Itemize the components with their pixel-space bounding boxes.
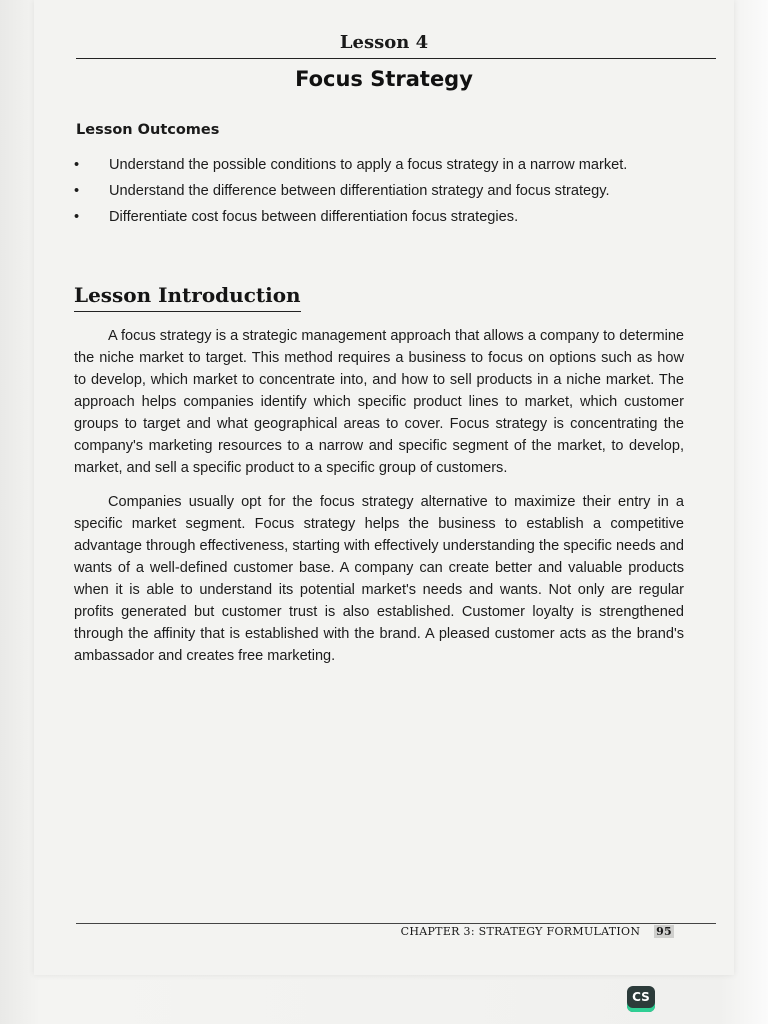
outcome-item <box>74 154 684 176</box>
header-divider <box>76 58 716 59</box>
page-title: Focus Strategy <box>295 67 473 91</box>
camscanner-logo-icon: CS <box>627 986 655 1012</box>
page-number: 95 <box>656 925 672 938</box>
chapter-label: CHAPTER 3: STRATEGY FORMULATION <box>400 925 641 938</box>
bullet-icon: • <box>74 209 80 225</box>
introduction-heading: Lesson Introduction <box>74 283 301 312</box>
outcome-text: Understand the difference between differentiation strategy and focus strategy. <box>109 183 610 199</box>
outcome-text: Understand the possible conditions to apply a focus strategy in a narrow market. <box>109 157 628 173</box>
page-footer <box>401 925 674 938</box>
outcome-item <box>74 180 684 202</box>
body-paragraph: Companies usually opt for the focus strategy alternative to maximize their entry in a specific market segment. Focus strategy helps the business to establish a competitive advantage through effectiveness, starting with effectively understanding the specific needs and wants of a well-defined customer base. A company can create better and valuable products when it is able to understand its potential market's needs and wants. Not only are regular profits generated but customer trust is also established. Customer loyalty is strengthened through the affinity that is established with the brand. A pleased customer acts as the brand's ambassador and creates free marketing. <box>74 494 684 664</box>
lesson-number: Lesson 4 <box>339 32 429 53</box>
introduction-body <box>74 325 684 679</box>
outcomes-list <box>74 154 684 232</box>
footer-divider <box>76 923 716 924</box>
outcome-item <box>74 206 684 228</box>
bullet-icon: • <box>74 183 80 199</box>
outcome-text: Differentiate cost focus between differentiation focus strategies. <box>109 209 519 225</box>
bullet-icon: • <box>74 157 80 173</box>
body-paragraph: A focus strategy is a strategic management approach that allows a company to determine the niche market to target. This method requires a business to focus on options such as how to develop, which market to concentrate into, and how to sell products in a niche market. The approach helps companies identify which specific product lines to market, which customer groups to target and what geographical areas to cover. Focus strategy is concentrating the company's marketing resources to a narrow and specific segment of the market, to develop, market, and sell a specific product to a specific group of customers. <box>74 328 684 476</box>
document-page <box>34 0 734 975</box>
outcomes-heading: Lesson Outcomes <box>76 122 220 138</box>
